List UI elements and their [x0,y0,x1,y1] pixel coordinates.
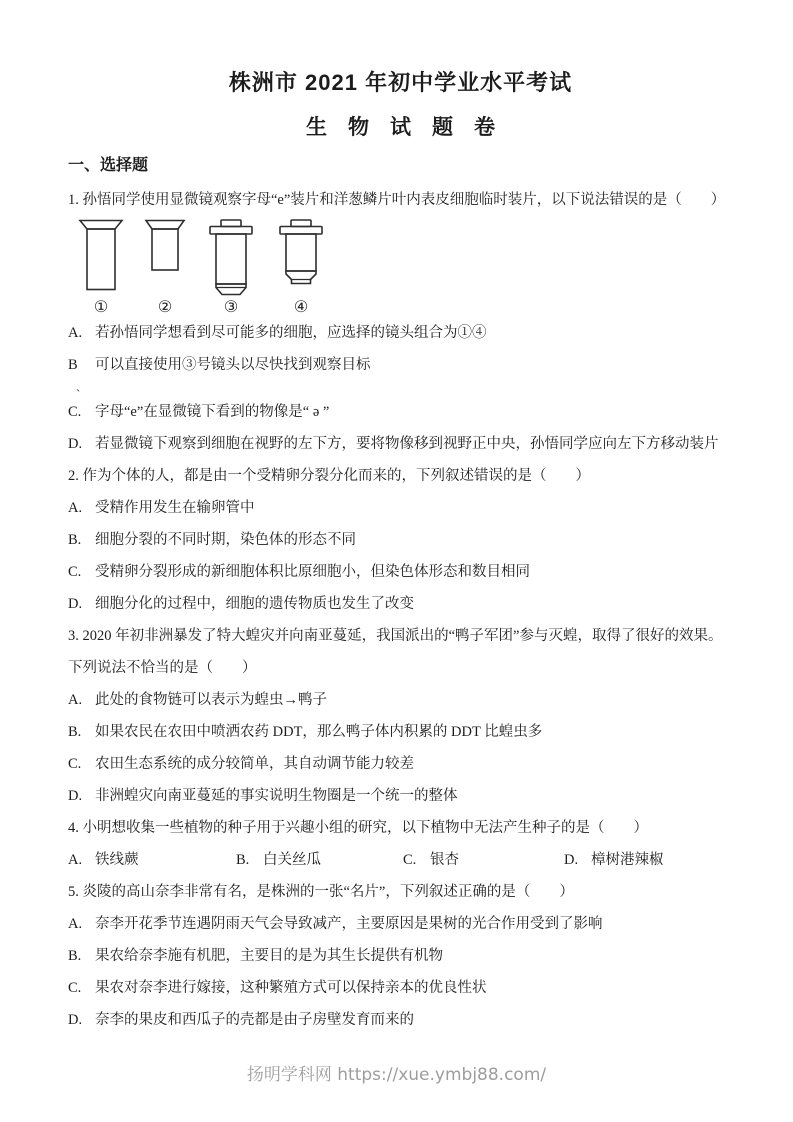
question-1 [68,184,733,460]
lens-column-4 [276,219,326,316]
footer-watermark [0,1062,793,1088]
option-row-a [68,684,733,716]
option-row-d [68,428,733,460]
option-row-b [68,940,733,972]
question-stem: 3. 2020 年初非洲暴发了特大蝗灾并向南亚蔓延，我国派出的“鸭子军团”参与灭蝗，取得了很好的效果。下列说法不恰当的是（ ） [68,628,723,676]
lens-label-4: ④ [293,299,309,316]
section-heading: 一、选择题 [68,157,149,174]
lens-label-1: ① [93,299,109,316]
question-stem: 2. 作为个体的人，都是由一个受精卵分裂分化而来的，下列叙述错误的是（ ） [68,468,590,484]
question-5 [68,876,733,1036]
option-label: B. [68,948,82,964]
option-label: C. [68,756,82,772]
objective-long-icon [206,219,256,297]
option-text: 铁线蕨 [95,852,139,868]
option-row-d [68,1004,733,1036]
option-label: C. [403,852,417,868]
footer-link[interactable]: 扬明学科网 https://xue.ymbj88.com/ [246,1065,547,1085]
lens-label-3: ③ [223,299,239,316]
inline-option-row [68,844,733,876]
option-text: 樟树港辣椒 [591,852,664,868]
question-stem: 1. 孙悟同学使用显微镜观察字母“e”装片和洋葱鳞片叶内表皮细胞临时装片，以下说法错误的是（ ） [68,192,726,208]
option-text: 此处的食物链可以表示为蝗虫→鸭子 [95,692,327,708]
option-d [564,844,733,876]
eyepiece-short-icon [144,219,186,271]
page-subtitle: 生 物 试 题 卷 [306,116,495,139]
option-label: D. [68,436,83,452]
option-label: B [68,357,78,373]
option-text: 银杏 [430,852,459,868]
option-text: 若显微镜下观察到细胞在视野的左下方，要将物像移到视野正中央，孙悟同学应向左下方移动装片 [95,436,719,452]
option-text: 若孙悟同学想看到尽可能多的细胞，应选择的镜头组合为①④ [95,325,487,341]
option-row-b [68,349,733,381]
lens-column-2 [144,219,186,316]
option-label: A. [68,325,83,341]
question-stem: 4. 小明想收集一些植物的种子用于兴趣小组的研究，以下植物中无法产生种子的是（ ） [68,820,648,836]
option-b [236,844,403,876]
option-text: 可以直接使用③号镜头以尽快找到观察目标 [95,357,371,373]
option-text: 细胞分裂的不同时期，染色体的形态不同 [95,532,356,548]
option-row-c [68,748,733,780]
option-text: 农田生态系统的成分较简单，其自动调节能力较差 [95,756,414,772]
option-text: 白关丝瓜 [263,852,321,868]
option-row-c [68,972,733,1004]
page-title: 株洲市 2021 年初中学业水平考试 [228,70,573,95]
option-text: 字母“e”在显微镜下看到的物像是“ ə ” [95,404,330,420]
option-label: A. [68,916,83,932]
option-row-b [68,716,733,748]
option-text: 非洲蝗灾向南亚蔓延的事实说明生物圈是一个统一的整体 [95,788,458,804]
option-text: 奈李的果皮和西瓜子的壳都是由子房壁发育而来的 [95,1012,414,1028]
option-label: B. [68,724,82,740]
option-c [403,844,564,876]
option-label: C. [68,404,82,420]
option-label: C. [68,980,82,996]
option-row-c [68,556,733,588]
option-a [68,844,236,876]
scan-artifact-mark: ˎ [76,377,81,392]
option-row-a [68,317,733,349]
option-row-b [68,524,733,556]
option-label: B. [236,852,250,868]
lens-column-1 [78,219,124,316]
option-label: A. [68,692,83,708]
question-4 [68,812,733,876]
option-label: D. [68,1012,83,1028]
option-label: D. [68,596,83,612]
option-text: 受精作用发生在输卵管中 [95,500,255,516]
objective-short-icon [276,219,326,286]
option-text: 细胞分化的过程中，细胞的遗传物质也发生了改变 [95,596,414,612]
lens-label-2: ② [157,299,173,316]
option-row-a [68,908,733,940]
option-text: 奈李开花季节连遇阴雨天气会导致减产，主要原因是果树的光合作用受到了影响 [95,916,603,932]
option-row-d [68,780,733,812]
option-label: A. [68,852,83,868]
option-text: 如果农民在农田中喷洒农药 DDT，那么鸭子体内积累的 DDT 比蝗虫多 [95,724,543,740]
option-row-a [68,492,733,524]
option-label: D. [564,852,579,868]
lens-figure [78,219,733,316]
question-stem: 5. 炎陵的高山奈李非常有名，是株洲的一张“名片”，下列叙述正确的是（ ） [68,884,574,900]
question-3 [68,620,733,812]
eyepiece-long-icon [78,219,124,291]
option-label: A. [68,500,83,516]
option-text: 果农给奈李施有机肥，主要目的是为其生长提供有机物 [95,948,443,964]
option-label: C. [68,564,82,580]
option-row-d [68,588,733,620]
question-2 [68,460,733,620]
option-text: 受精卵分裂形成的新细胞体积比原细胞小，但染色体形态和数目相同 [95,564,530,580]
option-text: 果农对奈李进行嫁接，这种繁殖方式可以保持亲本的优良性状 [95,980,487,996]
option-label: B. [68,532,82,548]
option-label: D. [68,788,83,804]
lens-column-3 [206,219,256,316]
option-row-c [68,396,733,428]
